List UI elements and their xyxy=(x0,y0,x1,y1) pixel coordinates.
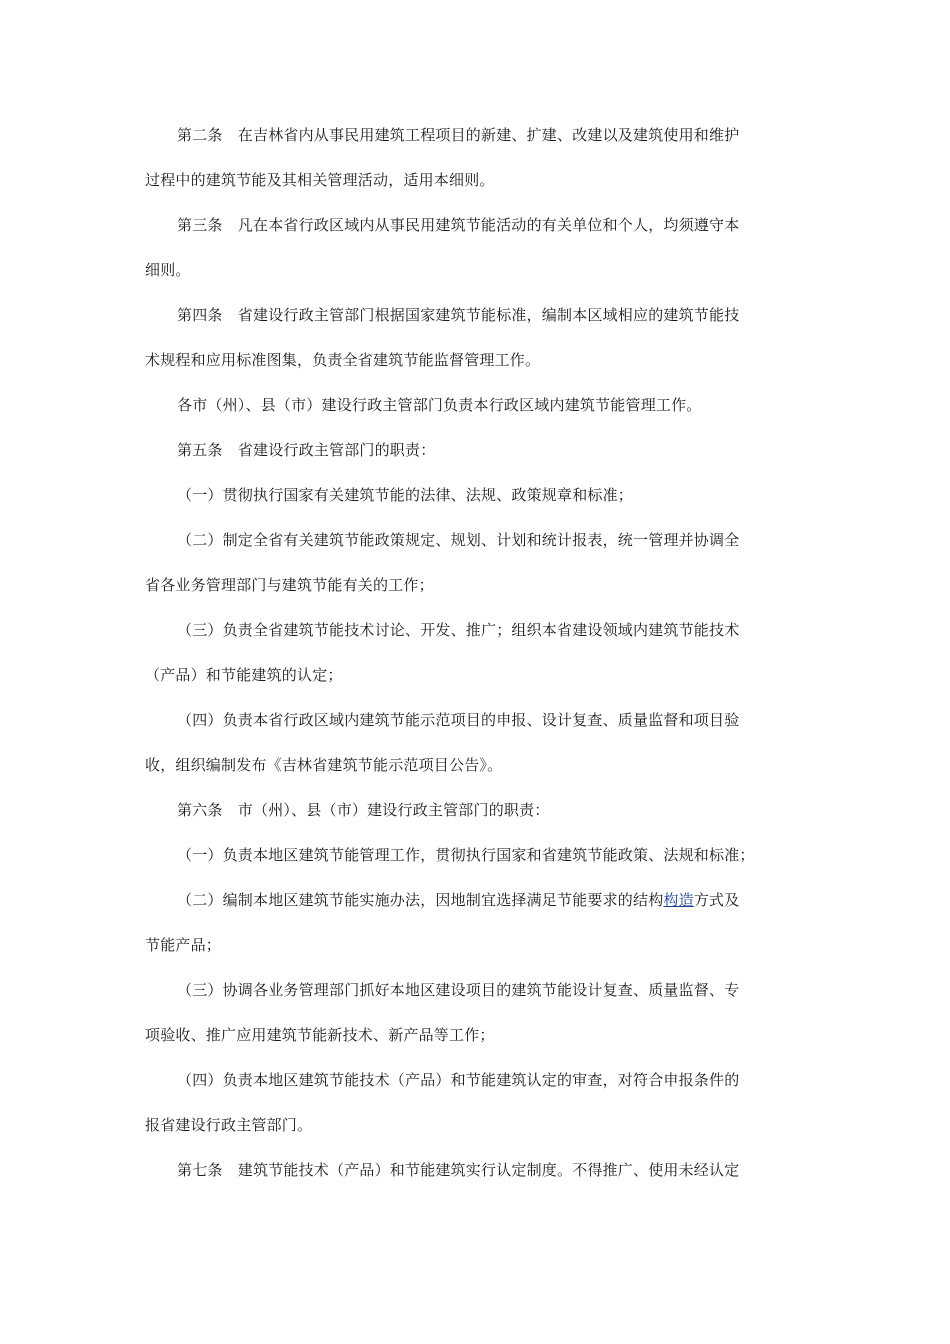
article-6-item-1: （一）负责本地区建筑节能管理工作，贯彻执行国家和省建筑节能政策、法规和标准； xyxy=(177,846,755,864)
article-5-heading: 第五条 省建设行政主管部门的职责： xyxy=(177,441,436,459)
article-5-item-3-line-2: （产品）和节能建筑的认定； xyxy=(145,666,343,684)
article-5-item-2-line-2: 省各业务管理部门与建筑节能有关的工作； xyxy=(145,576,434,594)
article-5-item-1: （一）贯彻执行国家有关建筑节能的法律、法规、政策规章和标准； xyxy=(177,486,634,504)
construction-link[interactable]: 构造 xyxy=(663,891,694,909)
article-6-item-2-text-after: 方式及 xyxy=(693,891,740,909)
article-5-item-4-line-2: 收，组织编制发布《吉林省建筑节能示范项目公告》。 xyxy=(145,756,503,774)
article-6-item-4-line-2: 报省建设行政主管部门。 xyxy=(145,1116,313,1134)
article-6-item-2-line-2: 节能产品； xyxy=(145,936,222,954)
article-4-line-2: 术规程和应用标准图集，负责全省建筑节能监督管理工作。 xyxy=(145,351,541,369)
article-6-heading: 第六条 市（州）、县（市）建设行政主管部门的职责： xyxy=(177,801,550,819)
article-6-item-3-line-1: （三）协调各业务管理部门抓好本地区建设项目的建筑节能设计复查、质量监督、专 xyxy=(177,981,740,999)
article-5-item-3-line-1: （三）负责全省建筑节能技术讨论、开发、推广；组织本省建设领域内建筑节能技术 xyxy=(177,621,740,639)
article-4-line-1: 第四条 省建设行政主管部门根据国家建筑节能标准，编制本区域相应的建筑节能技 xyxy=(177,306,740,324)
article-6-item-4-line-1: （四）负责本地区建筑节能技术（产品）和节能建筑认定的审查，对符合申报条件的 xyxy=(177,1071,740,1089)
article-6-item-2-line-1 xyxy=(177,890,837,910)
article-3-line-1: 第三条 凡在本省行政区域内从事民用建筑节能活动的有关单位和个人，均须遵守本 xyxy=(177,216,740,234)
article-2-line-1: 第二条 在吉林省内从事民用建筑工程项目的新建、扩建、改建以及建筑使用和维护 xyxy=(177,126,740,144)
article-5-item-4-line-1: （四）负责本省行政区域内建筑节能示范项目的申报、设计复查、质量监督和项目验 xyxy=(177,711,740,729)
article-6-item-2-text-before: （二）编制本地区建筑节能实施办法，因地制宜选择满足节能要求的结构 xyxy=(177,891,664,909)
article-6-item-3-line-2: 项验收、推广应用建筑节能新技术、新产品等工作； xyxy=(145,1026,495,1044)
article-4-para-2: 各市（州）、县（市）建设行政主管部门负责本行政区域内建筑节能管理工作。 xyxy=(177,396,702,414)
article-3-line-2: 细则。 xyxy=(145,261,191,279)
article-2-line-2: 过程中的建筑节能及其相关管理活动，适用本细则。 xyxy=(145,171,495,189)
article-5-item-2-line-1: （二）制定全省有关建筑节能政策规定、规划、计划和统计报表，统一管理并协调全 xyxy=(177,531,740,549)
article-7-line-1: 第七条 建筑节能技术（产品）和节能建筑实行认定制度。不得推广、使用未经认定 xyxy=(177,1161,740,1179)
